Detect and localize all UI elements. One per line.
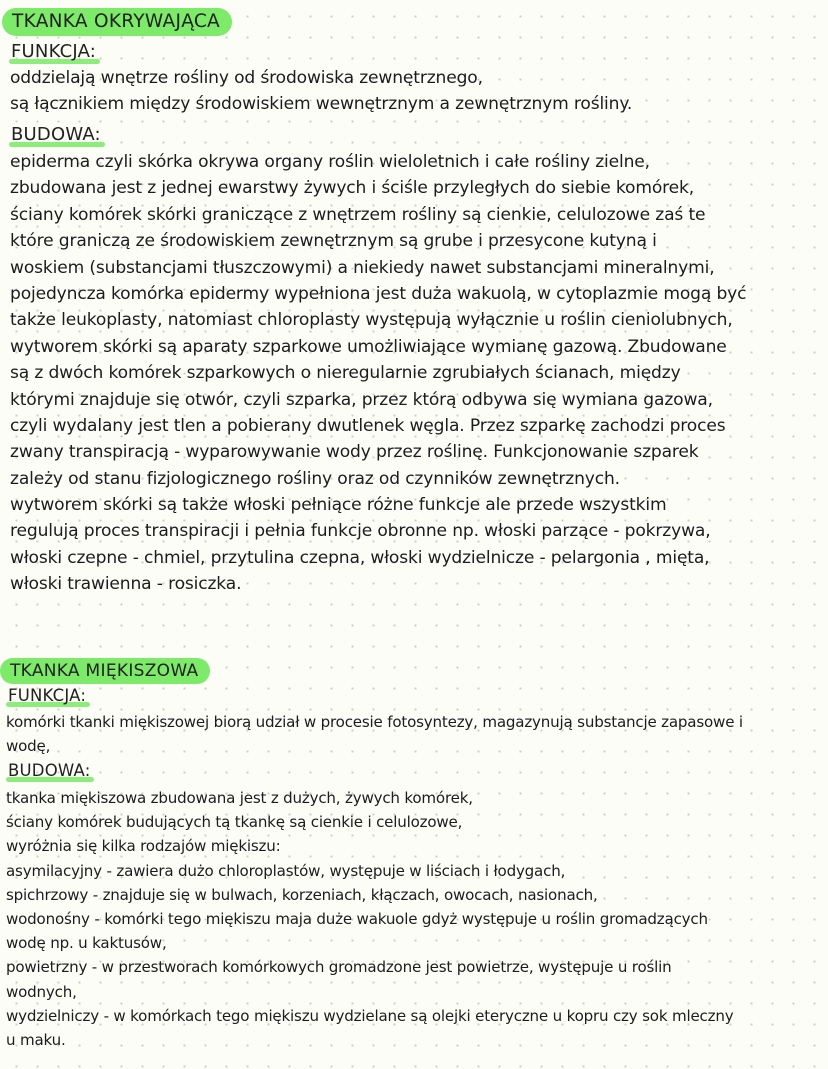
text-line: wodę np. u kaktusów,: [6, 934, 167, 953]
text-line: są z dwóch komórek szparkowych o nieregularnie zgrubiałych ścianach, między: [10, 363, 681, 384]
structure-label-text: BUDOWA:: [8, 761, 91, 780]
structure-label-2: [8, 759, 90, 783]
text-line: oddzielają wnętrze rośliny od środowiska zewnętrznego,: [10, 68, 483, 88]
text-line: włoski czepne - chmiel, przytulina czepna, włoski wydzielnicze - pelargonia , mięta,: [10, 547, 710, 568]
text-line: są łącznikiem między środowiskiem wewnętrznym a zewnętrznym rośliny.: [10, 94, 633, 115]
text-line: włoski trawienna - rosiczka.: [10, 574, 242, 595]
text-line: u maku.: [6, 1030, 66, 1049]
text-line: woskiem (substancjami tłuszczowymi) a niekiedy nawet substancjami mineralnymi,: [10, 257, 715, 278]
function-text-block-2: [6, 710, 824, 758]
text-line: zależy od stanu fizjologicznego rośliny oraz od czynników zewnętrznych.: [10, 468, 620, 489]
function-label-2: [8, 684, 86, 708]
text-line: epiderma czyli skórka okrywa organy roślin wieloletnich i całe rośliny zielne,: [10, 152, 650, 172]
text-line: powietrzny - w przestworach komórkowych gromadzone jest powietrze, występuje u roślin: [6, 958, 672, 977]
text-line: wyróżnia się kilka rodzajów miękiszu:: [6, 837, 281, 856]
function-label: [11, 39, 96, 65]
text-line: wodonośny - komórki tego miękiszu maja duże wakuole gdyż występuje u roślin gromadzących: [6, 909, 708, 928]
text-line: zwany transpiracją - wyparowywanie wody przez roślinę. Funkcjonowanie szparek: [10, 442, 699, 463]
text-line: wytworem skórki są także włoski pełniące różne funkcje ale przede wszystkim: [10, 495, 667, 516]
structure-text-block: [10, 149, 822, 598]
text-line: spichrzowy - znajduje się w bulwach, korzeniach, kłączach, owocach, nasionach,: [6, 885, 598, 904]
text-line: pojedyncza komórka epidermy wypełniona jest duża wakuolą, w cytoplazmie mogą być: [10, 283, 747, 304]
text-line: także leukoplasty, natomiast chloroplasty występują wyłącznie u roślin cieniolubnych,: [10, 310, 733, 331]
text-line: regulują proces transpiracji i pełnia funkcje obronne np. włoski parzące - pokrzywa,: [10, 521, 711, 542]
structure-label: [11, 122, 101, 148]
function-text-block: [10, 65, 822, 118]
text-line: wydzielniczy - w komórkach tego miękiszu wydzielane są olejki eteryczne u kopru czy sok mleczny: [6, 1006, 734, 1025]
text-line: wodę,: [6, 737, 51, 756]
text-line: czyli wydalany jest tlen a pobierany dwutlenek węgla. Przez szparkę zachodzi proces: [10, 415, 726, 436]
text-line: wytworem skórki są aparaty szparkowe umożliwiające wymianę gazową. Zbudowane: [10, 336, 727, 357]
text-line: tkanka miękiszowa zbudowana jest z dużych, żywych komórek,: [6, 789, 473, 807]
text-line: wodnych,: [6, 982, 77, 1001]
function-label-text: FUNKCJA:: [11, 41, 97, 62]
text-line: które graniczą ze środowiskiem zewnętrznym są grube i przesycone kutyną i: [10, 231, 657, 252]
structure-text-block-2: [6, 786, 824, 1052]
function-label-text: FUNKCJA:: [8, 686, 87, 705]
text-line: ściany komórek skórki graniczące z wnętrzem rośliny są cienkie, celulozowe zaś te: [10, 204, 706, 225]
section-title-tkanka-okrywajaca: TKANKA OKRYWAJĄCA: [2, 8, 232, 36]
text-line: ściany komórek budujących tą tkankę są cienkie i celulozowe,: [6, 813, 463, 832]
section-title-tkanka-miekiszowa: TKANKA MIĘKISZOWA: [0, 658, 210, 684]
structure-label-text: BUDOWA:: [11, 124, 101, 145]
text-line: którymi znajduje się otwór, czyli szparka, przez którą odbywa się wymiana gazowa,: [10, 389, 713, 410]
text-line: komórki tkanki miękiszowej biorą udział w procesie fotosyntezy, magazynują substancje zapasowe i: [6, 713, 743, 731]
text-line: zbudowana jest z jednej ewarstwy żywych i ściśle przyległych do siebie komórek,: [10, 178, 695, 199]
text-line: asymilacyjny - zawiera dużo chloroplastów, występuje w liściach i łodygach,: [6, 861, 566, 880]
